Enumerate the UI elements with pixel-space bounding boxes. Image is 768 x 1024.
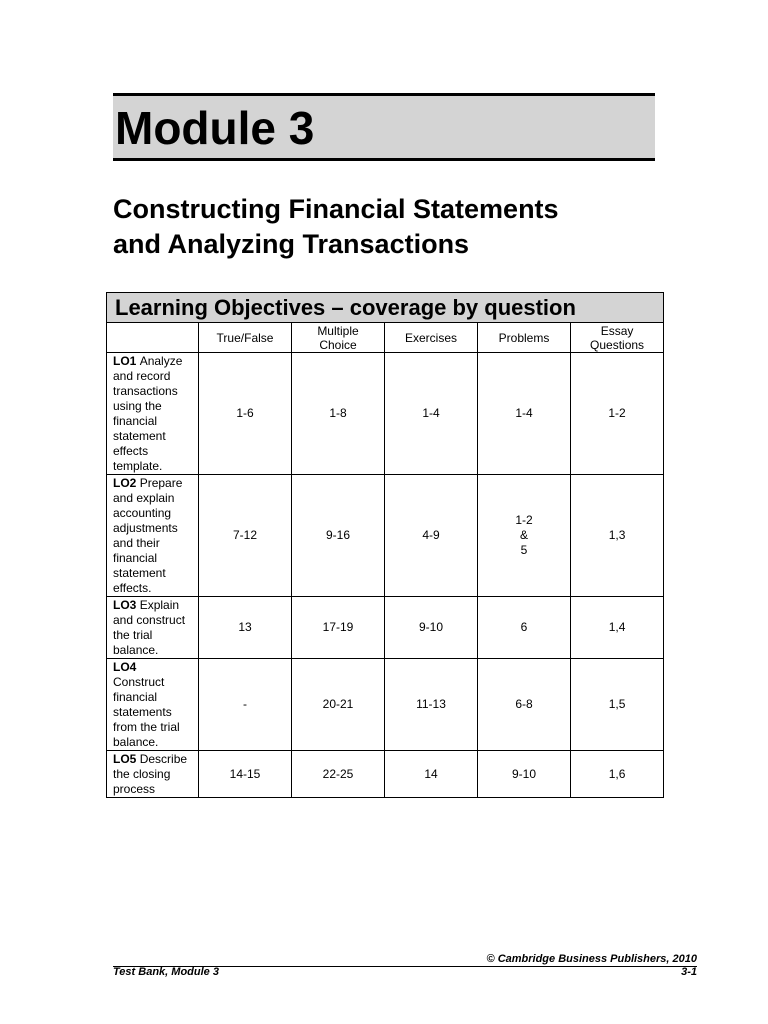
header-essay-questions: Essay Questions [571,323,664,353]
footer-book-title: Test Bank, Module 3 [113,966,219,978]
header-blank [107,323,199,353]
table-caption: Learning Objectives – coverage by question [107,293,664,323]
true-false-cell: 14-15 [199,751,292,798]
problems-cell: 6 [478,597,571,659]
exercises-cell: 11-13 [385,659,478,751]
table-header-row [107,323,664,353]
subtitle-line-1: Constructing Financial Statements [113,194,559,224]
lo-code: LO3 [113,598,137,612]
footer-copyright: © Cambridge Business Publishers, 2010 [113,953,697,967]
exercises-cell: 14 [385,751,478,798]
table-row [107,597,664,659]
true-false-cell: - [199,659,292,751]
multiple-choice-cell: 22-25 [292,751,385,798]
essay-cell: 1,4 [571,597,664,659]
table-row [107,475,664,597]
lo-description: LO1 Analyze and record transactions using the financial statement effects template. [107,353,199,475]
multiple-choice-cell: 1-8 [292,353,385,475]
table-row [107,659,664,751]
lo-code: LO2 [113,476,137,490]
table-row [107,353,664,475]
lo-code: LO1 [113,354,137,368]
true-false-cell: 13 [199,597,292,659]
module-title-banner [113,93,655,161]
header-problems: Problems [478,323,571,353]
lo-code: LO5 [113,752,137,766]
multiple-choice-cell: 17-19 [292,597,385,659]
multiple-choice-cell: 20-21 [292,659,385,751]
lo-description: LO4 Construct financial statements from the trial balance. [107,659,199,751]
exercises-cell: 1-4 [385,353,478,475]
essay-cell: 1,5 [571,659,664,751]
lo-description: LO2 Prepare and explain accounting adjustments and their financial statement effects. [107,475,199,597]
header-multiple-choice: Multiple Choice [292,323,385,353]
true-false-cell: 7-12 [199,475,292,597]
header-true-false: True/False [199,323,292,353]
true-false-cell: 1-6 [199,353,292,475]
module-subtitle [113,192,673,262]
table-row [107,751,664,798]
essay-cell: 1,6 [571,751,664,798]
essay-cell: 1-2 [571,353,664,475]
header-exercises: Exercises [385,323,478,353]
page-number: 3-1 [681,966,697,978]
multiple-choice-cell: 9-16 [292,475,385,597]
exercises-cell: 4-9 [385,475,478,597]
exercises-cell: 9-10 [385,597,478,659]
subtitle-line-2: and Analyzing Transactions [113,229,470,259]
lo-code: LO4 [113,660,137,674]
problems-cell: 6-8 [478,659,571,751]
module-title: Module 3 [115,102,315,154]
problems-cell: 1-4 [478,353,571,475]
problems-cell: 1-2 & 5 [478,475,571,597]
lo-description: LO3 Explain and construct the trial balance. [107,597,199,659]
lo-description: LO5 Describe the closing process [107,751,199,798]
problems-cell: 9-10 [478,751,571,798]
learning-objectives-table [106,292,664,798]
essay-cell: 1,3 [571,475,664,597]
